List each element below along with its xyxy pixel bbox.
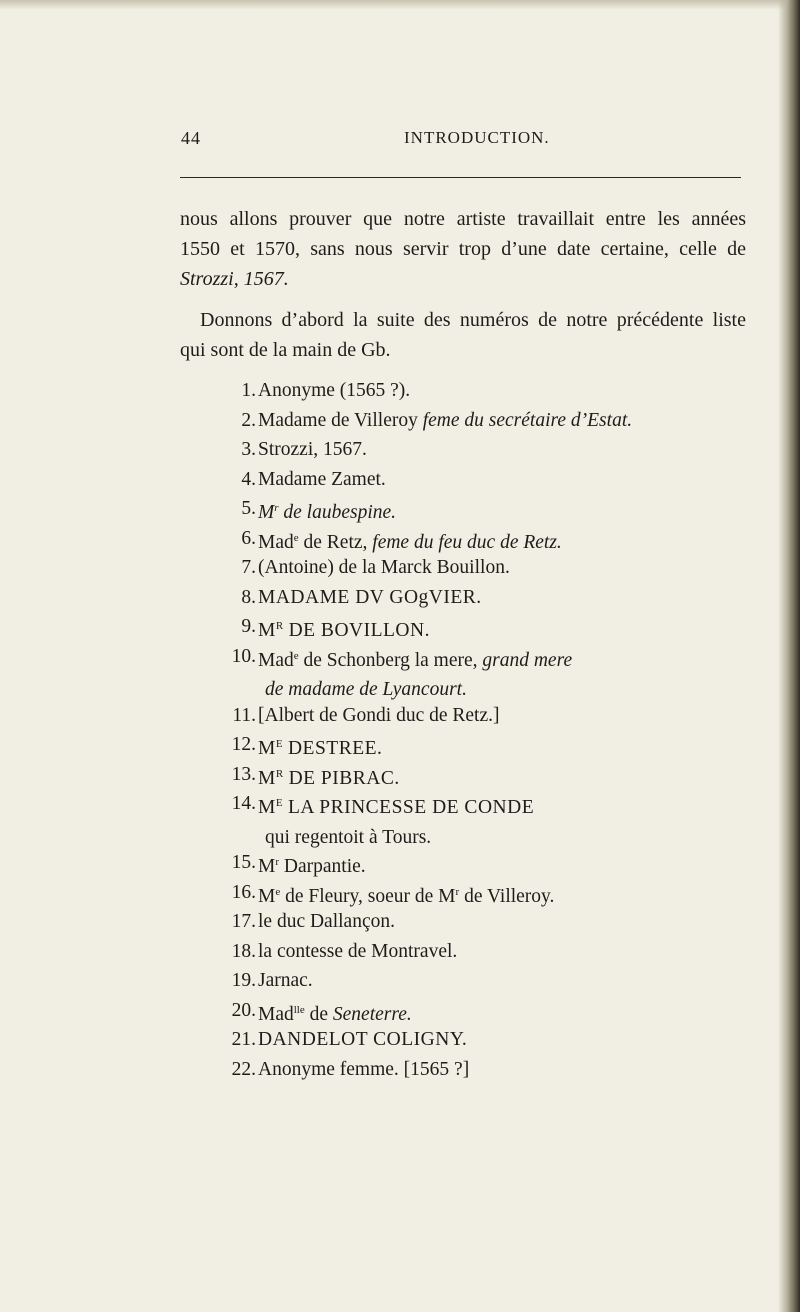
item-number: 17. [231, 911, 256, 932]
list-item [180, 583, 740, 613]
item-text: Mad$^e$ de Retz, feme du feu duc de Retz. [258, 531, 562, 553]
item-text: $M^R$ DE PIBRAC. [258, 767, 400, 789]
item-text: Mad$^{lle}$ de Seneterre. [258, 1003, 412, 1025]
list-item [180, 878, 740, 908]
list-item [180, 406, 740, 436]
list-item [180, 435, 740, 465]
item-text: Me de Fleury, soeur de $M^r$ de Villeroy. [258, 885, 555, 907]
list-item [180, 612, 740, 642]
item-text: Jarnac. [258, 970, 313, 991]
list-item [180, 1025, 740, 1055]
item-number: 13. [231, 763, 256, 785]
list-item [180, 966, 740, 996]
item-number: 20. [231, 999, 256, 1021]
item-text: [Albert de Gondi duc de Retz.] [258, 704, 500, 726]
item-number: 14. [231, 793, 256, 814]
page-binding-edge [778, 0, 800, 1312]
running-title: INTRODUCTION. [404, 128, 550, 147]
list-item [180, 937, 740, 967]
page-header [0, 128, 780, 158]
list-item [180, 848, 740, 878]
paragraph-line: 1550 et 1570, sans nous servir trop d’une date certaine, celle de [180, 238, 746, 260]
list-item [180, 996, 740, 1026]
item-text: $M^r$ Darpantie. [258, 856, 366, 877]
list-item [180, 465, 740, 495]
second-paragraph [180, 305, 746, 365]
item-text: la contesse de Montravel. [258, 940, 458, 962]
list-item [180, 1055, 740, 1085]
item-number: 18. [231, 940, 256, 962]
item-number: 9. [241, 616, 256, 637]
list-item [180, 907, 740, 937]
item-text: $M^r$ de laubespine. [258, 502, 397, 523]
item-text: (Antoine) de la Marck Bouillon. [258, 557, 510, 578]
paragraph-line: nous allons prouver que notre artiste travaillait entre les années [180, 208, 746, 230]
item-number: 21. [231, 1029, 256, 1050]
item-number: 5. [241, 498, 256, 519]
list-item [180, 553, 740, 583]
item-text: DANDELOT COLIGNY. [258, 1029, 468, 1050]
list-item [180, 760, 740, 790]
list-item [180, 789, 740, 848]
list-item [180, 642, 740, 701]
item-text: $M^R$ DE BOVILLON. [258, 620, 430, 641]
item-number: 19. [231, 970, 256, 991]
item-text: Mad$^e$ de Schonberg la mere, grand mere de madame de Lyancourt. [258, 649, 573, 700]
item-number: 7. [241, 557, 256, 578]
numbered-list [180, 376, 740, 1084]
item-text: Madame de Villeroy feme du secrétaire d’Estat. [258, 409, 633, 431]
item-number: 6. [241, 527, 256, 549]
item-text: Madame Zamet. [258, 468, 386, 490]
list-item [180, 730, 740, 760]
list-item [180, 376, 740, 406]
item-number: 2. [241, 409, 256, 431]
item-text: Strozzi, 1567. [258, 439, 367, 460]
item-text: Anonyme femme. [1565 ?] [258, 1058, 470, 1080]
item-text: MADAME DV GOgVIER. [258, 586, 482, 608]
header-rule [180, 177, 741, 178]
item-text: $M^E$ LA PRINCESSE DE CONDE qui regentoit à Tours. [258, 797, 535, 848]
paragraph-line: Donnons d’abord la suite des numéros de notre précédente liste [200, 309, 746, 331]
item-number: 12. [231, 734, 256, 755]
item-number: 10. [231, 645, 256, 667]
item-number: 15. [231, 852, 256, 873]
list-item [180, 701, 740, 731]
item-number: 4. [241, 468, 256, 490]
item-number: 22. [231, 1058, 256, 1080]
item-number: 8. [241, 586, 256, 608]
intro-paragraph [180, 204, 746, 294]
page-number: 44 [181, 128, 201, 148]
list-item [180, 494, 740, 524]
item-number: 11. [232, 704, 256, 726]
strozzi-italic: Strozzi, 1567. [180, 268, 289, 290]
item-text: Anonyme (1565 ?). [258, 380, 411, 401]
paragraph-line: qui sont de la main de Gb. [180, 339, 391, 361]
page-top-shadow [0, 0, 800, 10]
item-text: $M^E$ DESTREE. [258, 738, 383, 759]
item-number: 3. [241, 439, 256, 460]
item-number: 16. [231, 881, 256, 903]
list-item [180, 524, 740, 554]
paragraph-line [180, 264, 746, 294]
item-number: 1. [241, 380, 256, 401]
item-text: le duc Dallançon. [258, 911, 395, 932]
